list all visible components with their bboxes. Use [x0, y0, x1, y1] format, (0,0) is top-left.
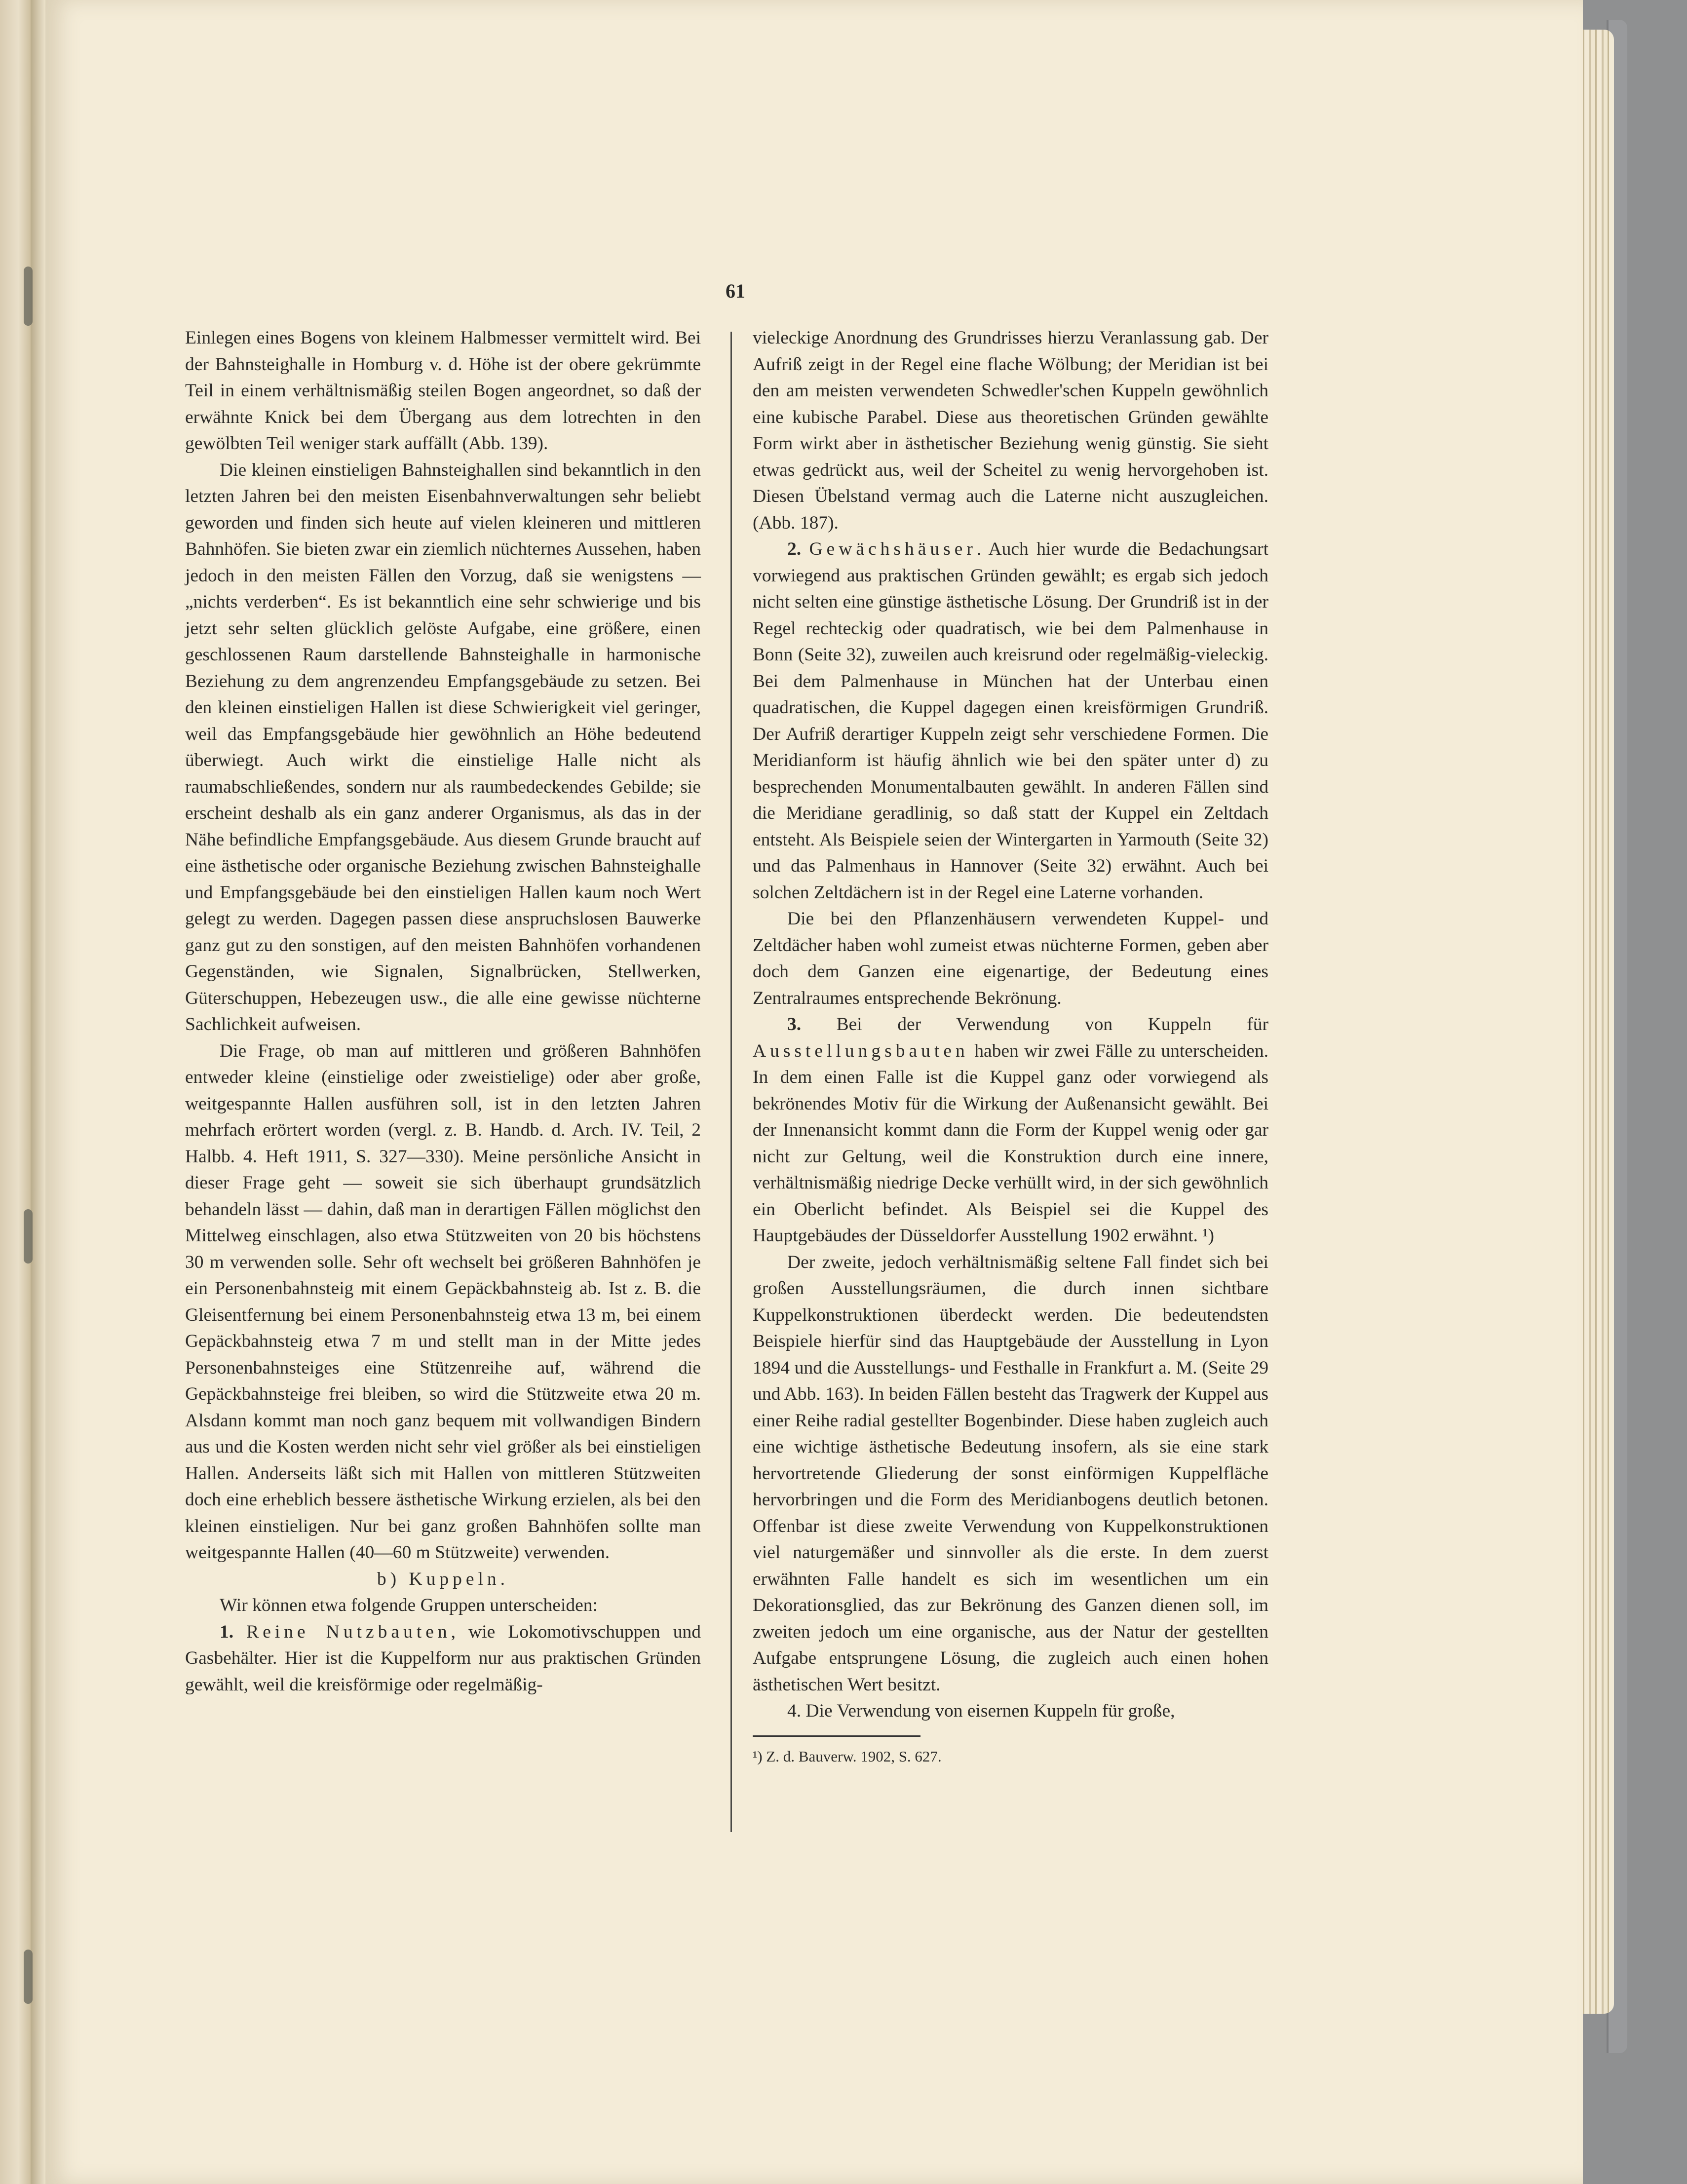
paragraph: Wir können etwa folgende Gruppen unterscheiden: [220, 1595, 598, 1615]
spaced-term: Ausstellungsbauten [753, 1040, 969, 1061]
binding-mark [24, 267, 33, 326]
footnote: ¹) Z. d. Bauverw. 1902, S. 627. [753, 1747, 942, 1765]
previous-page-edge [0, 0, 31, 2184]
binding-mark [24, 1209, 33, 1264]
paragraph: 1. Reine Nutzbauten, wie Lokomotivschuppen und Gasbehälter. Hier ist die Kuppelform nur aus praktischen Gründen gewählt, weil die kreisförmige oder regelmäßig- [185, 1621, 701, 1695]
paragraph: Einlegen eines Bogens von kleinem Halbmesser vermittelt wird. Bei der Bahnsteighalle in Homburg v. d. Höhe ist der obere gekrümmte Teil in einem verhältnismäßig steilen Bogen angeordnet, so daß der erwähnte Knick bei dem Übergang aus dem lotrechten in den gewölbten Teil weniger stark auffällt (Abb. 139). [185, 328, 701, 454]
paragraph: Die Frage, ob man auf mittleren und größeren Bahnhöfen entweder kleine (einstielige oder zweistielige) oder aber große, weitgespannte Hallen ausführen soll, ist in den letzten Jahren mehrfach erörtert worden (vergl. z. B. Handb. d. Arch. IV. Teil, 2 Halbb. 4. Heft 1911, S. 327—330). Meine persönliche Ansicht in dieser Frage geht — soweit sie sich überhaupt grundsätzlich behandeln lässt — dahin, daß man in derartigen Fällen möglichst den Mittelweg einschlagen, also etwa Stützweiten von 20 bis höchstens 30 m verwenden solle. Sehr oft wechselt bei größeren Bahnhöfen je ein Personenbahnsteig mit einem Gepäckbahnsteig ab. Ist z. B. die Gleisentfernung bei einem Personenbahnsteig etwa 13 m, bei einem Gepäckbahnsteig etwa 7 m und stellt man in der Mitte jedes Personenbahnsteiges eine Stützenreihe auf, während die Gepäckbahnsteige frei bleiben, so wird die Stützweite etwa 20 m. Alsdann kommt man noch ganz bequem mit vollwandigen Bindern aus und die Kosten werden nicht sehr viel größer als bei einstieligen Hallen. Anderseits läßt sich mit Hallen von mittleren Stützweiten doch eine erheblich bessere ästhetische Wirkung erzielen, als bei den kleinen einstieligen. Nur bei ganz großen Bahnhöfen sollte man weitgespannte Hallen (40—60 m Stützweite) verwenden. [185, 1040, 701, 1563]
paragraph: 4. Die Verwendung von eisernen Kuppeln für große, [787, 1701, 1175, 1721]
list-number: 2. [787, 539, 802, 559]
page-number: 61 [726, 280, 745, 302]
paragraph: Der zweite, jedoch verhältnismäßig seltene Fall findet sich bei großen Ausstellungsräumen, die durch innen sichtbare Kuppelkonstruktionen überdeckt werden. Die bedeutendsten Beispiele hierfür sind das Hauptgebäude der Ausstellung in Lyon 1894 und die Ausstellungs- und Festhalle in Frankfurt a. M. (Seite 29 und Abb. 163). In beiden Fällen besteht das Tragwerk der Kuppel aus einer Reihe radial gestellter Bogenbinder. Diese haben zugleich auch eine wichtige ästhetische Bedeutung insofern, als sie eine stark hervortretende Gliederung der sonst einförmigen Kuppelfläche hervorbringen und die Form des Meridianbogens deutlich betonen. Offenbar ist diese zweite Verwendung von Kuppelkonstruktionen viel naturgemäßer und sinnvoller als die erste. In dem zuerst erwähnten Falle handelt es sich im wesentlichen um ein Dekorationsglied, das zur Bekrönung des Ganzen dienen soll, im zweiten jedoch um eine organische, aus der Natur der gestellten Aufgabe entsprungene Lösung, die zugleich auch einen hohen ästhetischen Wert besitzt. [753, 1252, 1268, 1695]
paragraph: Die bei den Pflanzenhäusern verwendeten Kuppel- und Zeltdächer haben wohl zumeist etwas nüchterne Formen, geben aber doch dem Ganzen eine eigenartige, der Bedeutung eines Zentralraumes entsprechende Bekrönung. [753, 909, 1268, 1008]
footnote-rule [753, 1735, 920, 1737]
column-divider [730, 332, 732, 1832]
right-text-column [753, 325, 1268, 1766]
paragraph: Die kleinen einstieligen Bahnsteighallen sind bekanntlich in den letzten Jahren bei den meisten Eisenbahnverwaltungen sehr beliebt geworden und finden sich heute auf vielen kleineren und mittleren Bahnhöfen. Sie bieten zwar ein ziemlich nüchternes Aussehen, haben jedoch in den meisten Fällen den Vorzug, daß sie wenigstens — „nichts verderben“. Es ist bekanntlich eine sehr schwierige und bis jetzt sehr selten glücklich gelöste Aufgabe, eine größere, einen geschlossenen Raum darstellende Bahnsteighalle in harmonische Beziehung zu dem angrenzendeu Empfangsgebäude zu setzen. Bei den kleinen einstieligen Hallen ist diese Schwierigkeit viel geringer, weil das Empfangsgebäude hier gewöhnlich an Höhe bedeutend überwiegt. Auch wirkt die einstielige Halle nicht als raumabschließendes, sondern nur als raumbedeckendes Gebilde; sie erscheint deshalb als ein ganz anderer Organismus, als das in der Nähe befindliche Empfangsgebäude. Aus diesem Grunde braucht auf eine ästhetische oder organische Beziehung zwischen Bahnsteighalle und Empfangsgebäude bei den einstieligen Hallen kaum noch Wert gelegt zu werden. Dagegen passen diese anspruchslosen Bauwerke ganz gut zu den sonstigen, auf den meisten Bahnhöfen vorhandenen Gegenständen, wie Signalen, Signalbrücken, Stellwerken, Güterschuppen, Hebezeugen usw., die alle eine gewisse nüchterne Sachlichkeit aufweisen. [185, 460, 701, 1035]
paragraph: vieleckige Anordnung des Grundrisses hierzu Veranlassung gab. Der Aufriß zeigt in der Regel eine flache Wölbung; der Meridian ist bei den am meisten verwendeten Schwedler'schen Kuppeln gewöhnlich eine kubische Parabel. Diese aus theoretischen Gründen gewählte Form wirkt aber in ästhetischer Beziehung wenig günstig. Sie sieht etwas gedrückt aus, weil der Scheitel zu wenig hervorgehoben ist. Diesen Übelstand vermag auch die Laterne nicht auszugleichen. (Abb. 187). [753, 328, 1268, 533]
spaced-term: Reine Nutzbauten [246, 1621, 451, 1642]
section-heading: b) Kuppeln. [377, 1569, 509, 1589]
binding-mark [24, 1950, 33, 2004]
left-text-column [185, 325, 701, 1698]
list-number: 1. [220, 1621, 234, 1642]
paragraph: 3. Bei der Verwendung von Kuppeln für Ausstellungsbauten haben wir zwei Fälle zu unterscheiden. In dem einen Falle ist die Kuppel ganz oder vorwiegend als bekrönendes Motiv für die Wirkung der Außenansicht gewählt. Bei der Innenansicht kommt dann die Form der Kuppel wenig oder gar nicht zur Geltung, weil die Konstruktion durch eine innere, verhältnismäßig niedrige Decke verhüllt wird, in der sich gewöhnlich ein Oberlicht befindet. Als Beispiel sei die Kuppel des Hauptgebäudes der Düsseldorfer Ausstellung 1902 erwähnt. ¹) [753, 1014, 1269, 1246]
paragraph: 2. Gewächshäuser. Auch hier wurde die Bedachungsart vorwiegend aus praktischen Gründen gewählt; es ergab sich jedoch nicht selten eine günstige ästhetische Lösung. Der Grundriß ist in der Regel rechteckig oder quadratisch, wie bei dem Palmenhause in Bonn (Seite 32), zuweilen auch kreisrund oder regelmäßig-vieleckig. Bei dem Palmenhause in München hat der Unterbau einen quadratischen, die Kuppel dagegen einen kreisförmigen Grundriß. Der Aufriß derartiger Kuppeln zeigt sehr verschiedene Formen. Die Meridianform ist häufig ähnlich wie bei den später unter d) zu besprechenden Monumentalbauten gewählt. In anderen Fällen sind die Meridiane geradlinig, so daß statt der Kuppel ein Zeltdach entsteht. Als Beispiele seien der Wintergarten in Yarmouth (Seite 32) und das Palmenhaus in Hannover (Seite 32) erwähnt. Auch bei solchen Zeltdächern ist in der Regel eine Laterne vorhanden. [753, 539, 1269, 903]
list-number: 3. [787, 1014, 802, 1035]
spaced-term: Gewächshäuser [809, 539, 977, 559]
